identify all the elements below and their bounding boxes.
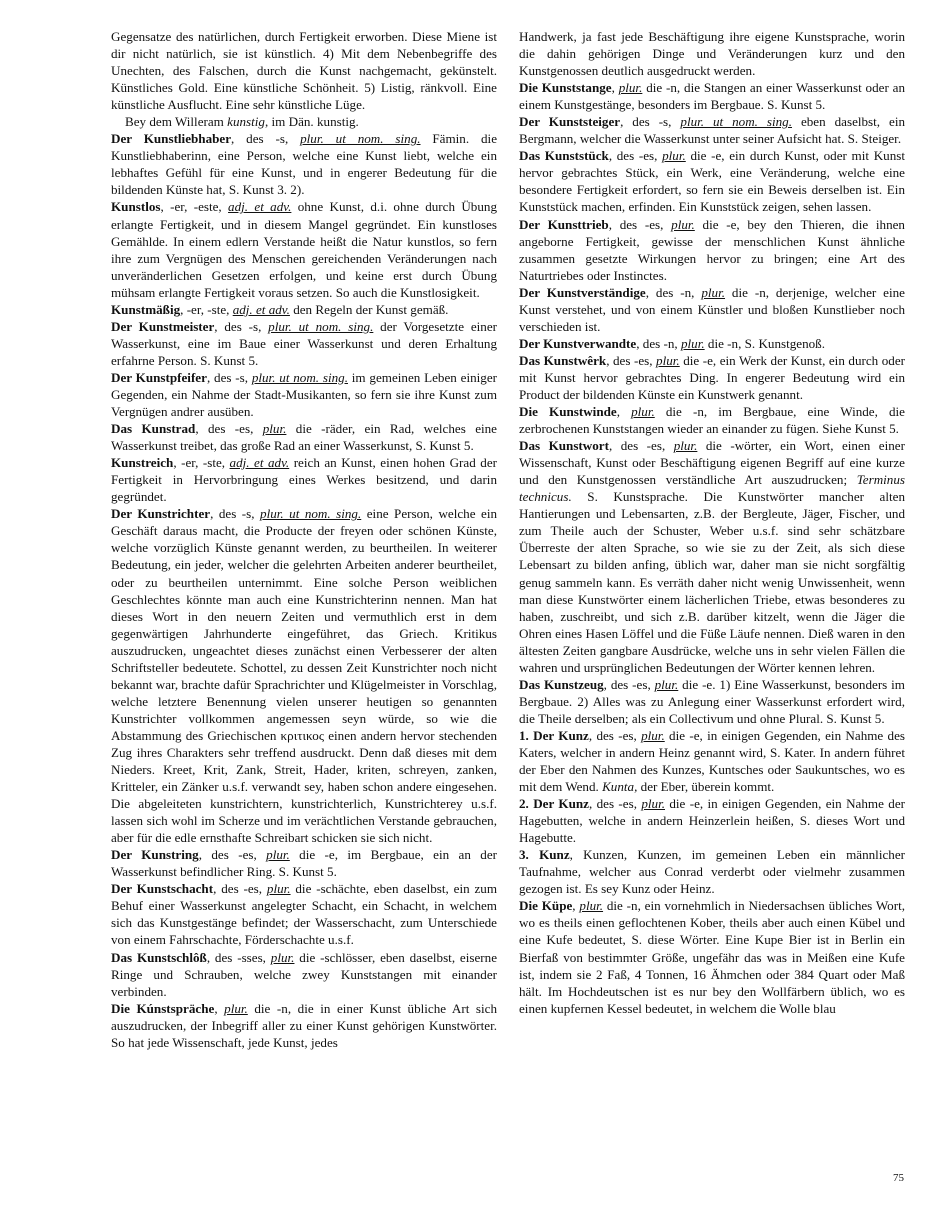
entry-text: reich an Kunst, einen hohen Grad der Fertigkeit in Hervorbringung eines Werkes besitzend, und darin gegründet.: [111, 455, 497, 505]
entry-text: eben daselbst, ein Bergmann, welcher die Wasserkunst unter seiner Aufsicht hat. S. Steiger.: [519, 114, 905, 147]
dictionary-entry: [519, 79, 905, 113]
grammar-note: plur.: [680, 335, 705, 351]
grammar-note: plur.: [654, 676, 679, 692]
dictionary-entry: [111, 454, 497, 505]
dictionary-entry: [111, 113, 497, 130]
headword: Die Kunststange: [519, 80, 612, 96]
headword: Der Kunstverwandte: [519, 335, 637, 351]
entry-text: , des -es,: [588, 796, 642, 812]
entry-text: ohne Kunst, d.i. ohne durch Übung erlangte Fertigkeit, und in diesem Mangel gegründet. Ein kunstloses Gemählde. In einem edlern Verstande heißt die Natur kunstlos, so fern ihre zum Vergnügen des Menschen gereichenden Veränderungen nach unveränderlichen Gesetzen erfolgen, und keine erst durch Übung mühsam erlangte Fertigkeit voraus setzen. So auch die Kunstlosigkeit.: [111, 199, 497, 300]
dictionary-entry: [519, 846, 905, 897]
headword: Die Küpe: [519, 898, 573, 914]
entry-text: die -schächte, eben daselbst, ein zum Behuf einer Wasserkunst angelegter Schacht, ein Schacht, in welchem sich das Kunstgestänge befindet; der Wasserschacht, zum Unterschiede von einem Fahrschachte, Förderschachte u.s.f.: [111, 881, 497, 948]
dictionary-entry: [519, 403, 905, 437]
grammar-note: plur. ut nom. sing.: [680, 114, 792, 130]
entry-text: den Regeln der Kunst gemäß.: [289, 301, 449, 317]
grammar-note: plur.: [671, 216, 695, 232]
dictionary-entry: [111, 1000, 497, 1051]
entry-text: , des -es,: [608, 148, 663, 164]
grammar-note: plur.: [662, 148, 686, 164]
entry-text: , des -es,: [213, 881, 267, 897]
entry-text: , des -s,: [214, 318, 269, 334]
entry-text: , des -s,: [210, 506, 261, 522]
entry-text: , des -es,: [588, 727, 642, 743]
entry-text: die -e, in einigen Gegenden, ein Nahme der Hagebutten, welche in andern Heinzerlein heißen, S. dieses Wort und Hagebutte.: [519, 796, 905, 846]
dictionary-entry: [111, 949, 497, 1000]
dictionary-entry: [519, 113, 905, 147]
dictionary-entry: [111, 318, 497, 369]
headword: Das Kunststück: [519, 148, 609, 164]
entry-text: , -er, -ste,: [173, 455, 230, 471]
grammar-note: plur.: [656, 352, 680, 368]
headword: Das Kunstschlôß: [111, 949, 207, 965]
entry-text: die -e, in einigen Gegenden, ein Nahme des Katers, welcher in andern Heinz genannt wird, S. Kater. In andern führet der Eber den Nahmen des Kunzes, Kuntsches oder Saukuntsches, wo es mit dem Wend.: [519, 727, 905, 795]
headword: Der Kunstpfeifer: [111, 369, 207, 385]
headword: Kunstreich: [111, 455, 174, 471]
left-column: [111, 28, 497, 1200]
headword: Kunstlos: [111, 199, 161, 215]
entry-text: , des -s,: [620, 114, 681, 130]
grammar-note: plur.: [618, 80, 643, 96]
dictionary-entry: [519, 335, 905, 352]
page-number: 75: [893, 1172, 904, 1184]
grammar-note: plur.: [262, 421, 287, 437]
headword: Der Kunstrichter: [111, 506, 211, 522]
entry-text: im gemeinen Leben einiger Gegenden, ein Nahme der Stadt-Musikanten, so fern sie ihre Kunst zum Vergnügen andrer ausüben.: [111, 369, 497, 420]
entry-text: die -schlösser, eben daselbst, eiserne Ringe und Schrauben, welche zwey Kunststangen mit einander verbinden.: [111, 949, 497, 999]
headword: Das Kunstwêrk: [519, 352, 607, 368]
entry-text: die -n, die in einer Kunst übliche Art sich auszudrucken, der Inbegriff aller zu einer Kunst gehörigen Kunstwörter. So hat jede Wissenschaft, jede Kunst, jedes: [111, 1000, 497, 1050]
grammar-note: adj. et adv.: [232, 301, 290, 317]
italic-term: kunstig: [227, 114, 265, 130]
entry-text: , des -s,: [206, 369, 252, 385]
italic-term: Kunta,: [602, 779, 638, 795]
grammar-note: plur.: [641, 727, 665, 743]
entry-text: die -e, im Bergbaue, ein an der Wasserkunst befindlicher Ring. S. Kunst 5.: [111, 847, 497, 880]
entry-text: der Vorgesetzte einer Wasserkunst, eine im Baue einer Wasserkunst und deren Erhaltung erfahrne Person. S. Kunst 5.: [111, 318, 497, 368]
dictionary-entry: [519, 284, 905, 335]
entry-text: , des -sses,: [206, 949, 271, 965]
headword: 1. Der Kunz: [519, 727, 589, 743]
entry-text: S. Kunstsprache. Die Kunstwörter mancher alten Hantierungen und Lebensarten, z.B. der Bergleute, Jäger, Fischer, und zum Theile auch der Schuster, Weber u.s.f. sind sehr schätzbare Überreste der alten Sprache, so wie sie zu der Zeit, als sich diese Lebensart zu bilden anfing, üblich war, daher man sie nicht sorgfältig genug sammeln kann. Es verräth daher nicht wenig Unwissenheit, wenn man diese Kunstwörter einem lächerlichen Triebe, etwas besonderes zu haben, zuschreibt, und sich z.B. darüber kitzelt, wenn die Jäger die Ohren eines Hasen Löffel und die Füße Läufe nennen. Dieß waren in den ältesten Zeiten gangbare Ausdrücke, welche uns in sehr vielen Fällen die wahren und ursprünglichen Bedeutungen der Wörter kennen lehren.: [519, 489, 905, 675]
right-column: [519, 28, 905, 1183]
italic-term: Terminus technicus.: [519, 472, 905, 505]
entry-text: die -e. 1) Eine Wasserkunst, besonders im Bergbaue. 2) Alles was zu Anlegung einer Wasserkunst erfordert wird, die Theile derselben; als ein Collectivum und ohne Plural. S. Kunst 5.: [519, 676, 905, 726]
headword: Das Kunstzeug: [519, 676, 604, 692]
entry-text: , des -s,: [231, 131, 301, 147]
dictionary-entry: [111, 130, 497, 198]
grammar-note: plur.: [673, 438, 698, 454]
entry-text: die -n, ein vornehmlich in Niedersachsen übliches Wort, wo es theils einen geflochtenen Kober, theils aber auch einen Kübel und eine Kufe bedeutet, S. diese Wörter. Eine Kupe Bier ist in Berlin ein Bierfaß von bestimmter Größe, ungefähr das was in Meißen eine Kufe ist, indem sie 2 Faß, 4 Tonnen, 16 Ähmchen oder 384 Quart oder Maß hält. Im Hochdeutschen ist es nur bey den Wollfärbern üblich, wo es einen kupfernen Kessel bedeutet, in welchem die Wolle blau: [519, 898, 905, 1016]
dictionary-entry: [111, 505, 497, 846]
entry-text: , des -es,: [606, 352, 657, 368]
grammar-note: plur.: [631, 404, 655, 420]
dictionary-entry: [111, 369, 497, 420]
headword: Das Kunstwort: [519, 438, 609, 454]
entry-text: Bey dem Willeram: [125, 114, 228, 130]
headword: Der Kunsttrieb: [519, 216, 609, 232]
grammar-note: plur. ut nom. sing.: [268, 318, 374, 334]
entry-text: , des -n,: [645, 284, 702, 300]
headword: Der Kunststeiger: [519, 114, 621, 130]
entry-text: ,: [214, 1000, 225, 1016]
entry-text: die -wörter, ein Wort, einen einer Wissenschaft, Kunst oder Beschäftigung eigenen Begriff auf eine kurze und den Kunstgenossen verständliche Art auszudrucken;: [519, 438, 905, 488]
headword: Der Kunstliebhaber: [111, 131, 232, 147]
entry-text: die -n, derjenige, welcher eine Kunst verstehet, und von einem Künstler und bloßen Kunstlieber noch verschieden ist.: [519, 284, 905, 334]
dictionary-entry: [519, 147, 905, 215]
entry-text: der Eber, überein kommt.: [637, 779, 775, 795]
grammar-note: plur.: [266, 847, 290, 863]
grammar-note: adj. et adv.: [229, 455, 290, 471]
entry-text: , -er, -este,: [160, 199, 229, 215]
grammar-note: plur.: [701, 284, 726, 300]
entry-text: Fämin. die Kunstliebhaberinn, eine Person, welche eine Kunst liebt, welche ein lebhaftes Gefühl für eine Kunst, und in engerer Bedeutung für die bildenden Künste hat, S. Kunst 3. 2).: [111, 131, 497, 198]
headword: Der Kunstschacht: [111, 881, 214, 897]
entry-text: die -e, ein Werk der Kunst, ein durch oder mit Kunst hervor gebrachtes Ding. In engerer Bedeutung wird ein Product der bildenden Künste ein Kunstwerk genannt.: [519, 352, 905, 402]
grammar-note: plur.: [270, 949, 295, 965]
entry-text: , des -es,: [198, 847, 267, 863]
headword: 3. Kunz: [519, 847, 570, 863]
headword: Die Kúnstspräche: [111, 1000, 215, 1016]
grammar-note: plur. ut nom. sing.: [260, 506, 362, 522]
dictionary-entry: [111, 198, 497, 300]
dictionary-entry: [111, 420, 497, 454]
grammar-note: plur.: [266, 881, 291, 897]
grammar-note: plur. ut nom. sing.: [300, 131, 421, 147]
grammar-note: plur.: [579, 898, 604, 914]
headword: Der Kunstverständige: [519, 284, 646, 300]
entry-text: die -e, bey den Thieren, die ihnen angeborne Fertigkeit, gewisse der menschlichen Kunst ähnliche zusammen gesetzte Wirkungen hervor zu bringen; eine Art des Naturtriebes oder Instinctes.: [519, 216, 905, 283]
entry-text: ,: [572, 898, 580, 914]
dictionary-entry: [111, 28, 497, 113]
dictionary-entry: [519, 28, 905, 79]
headword: Der Kunstmeister: [111, 318, 215, 334]
grammar-note: plur.: [224, 1000, 248, 1016]
dictionary-entry: [111, 301, 497, 318]
dictionary-entry: [519, 897, 905, 1016]
entry-text: , des -n,: [636, 335, 681, 351]
dictionary-entry: [519, 727, 905, 795]
entry-text: , des -es,: [195, 421, 263, 437]
dictionary-entry: [519, 795, 905, 846]
entry-text: , im Dän. kunstig.: [264, 114, 359, 130]
entry-text: ,: [616, 404, 632, 420]
grammar-note: adj. et adv.: [228, 199, 292, 215]
entry-text: ,: [611, 80, 619, 96]
entry-text: , des -es,: [608, 438, 674, 454]
entry-text: die -n, S. Kunstgenoß.: [704, 335, 826, 351]
dictionary-entry: [519, 216, 905, 284]
headword: Der Kunstring: [111, 847, 199, 863]
headword: Kunstmäßig: [111, 301, 181, 317]
entry-text: Gegensatze des natürlichen, durch Fertigkeit erworben. Diese Miene ist dir nicht natürlich, sie ist künstlich. 4) Mit dem Nebenbegriffe des Unechten, des Falschen, durch die Kunst nachgemacht, gekünstelt. Künstliches Gold. Eine künstliche Schönheit. 5) Listig, ränkvoll. Eine künstliche Ausflucht. Eine sehr künstliche Lüge.: [111, 29, 497, 113]
entry-text: die -e, ein durch Kunst, oder mit Kunst hervor gebrachtes Stück, ein Werk, eine Veränderung, welche eine besondere Fertigkeit erfordert, so fern sie ein Beweis derselben ist. Ein Kunststück machen, erfinden. Ein Kunststück zeigen, sehen lassen.: [519, 148, 905, 215]
entry-text: die -räder, ein Rad, welches eine Wasserkunst treibet, das große Rad an einer Wasserkunst, S. Kunst 5.: [111, 421, 497, 454]
headword: 2. Der Kunz: [519, 796, 589, 812]
headword: Die Kunstwinde: [519, 404, 617, 420]
dictionary-entry: [519, 352, 905, 403]
dictionary-entry: [519, 437, 905, 676]
headword: Das Kunstrad: [111, 421, 196, 437]
entry-text: Handwerk, ja fast jede Beschäftigung ihre eigene Kunstsprache, worin die dahin gehörigen Dinge und Veränderungen kurz und den Kunstgenossen deutlich ausgedruckt werden.: [519, 29, 905, 79]
entry-text: , -er, -ste,: [180, 301, 233, 317]
entry-text: eine Person, welche ein Geschäft daraus macht, die Producte der freyen oder schönen Künste, welche vorzüglich Künste genannt werden, zu beurtheilen. In weiterer Bedeutung, ein jeder, welcher die gelehrten Arbeiten anderer beurtheilet, oder zu beurtheilen unternimmt. Eine solche Person weiblichen Geschlechtes könnte man auch eine Kunstrichterinn nennen. Man hat dieses Wort in den neuern Zeiten und vermuthlich erst in dem gegenwärtigen Jahrhunderte eingeführet, das Griech. Kritikus auszudrucken, ungeachtet dieses zunächst einen Verbesserer der alten Schriftsteller bedeutete. Schottel, zu dessen Zeit Kunstrichter noch nicht bekannt war, brachte dafür Sprachrichter und Klügelmeister in Vorschlag, welche letztere Benennung vielen unserer heutigen so genannten Kunstrichter vollkommen angemessen seyn würde, so wie die Abstammung des Griechischen κριτικος einen andern hervor stechenden Zug ihres Charakters sehr treffend ausdruckt. Denn daß dieses mit dem Nieders. Kreet, Krit, Zank, Streit, Hader, kriten, schreyen, zanken, Kritteler, ein Zänker u.s.f. verwandt sey, haben schon andere eingesehen. Die abgeleiteten kunstrichtern, kunstrichterlich, Kunstrichterey u.s.f. lassen sich wohl im Scherze und im verächtlichen Verstande gebrauchen, aber für die edle ernsthafte Schreibart schicken sie sich nicht.: [111, 506, 497, 846]
grammar-note: plur.: [641, 796, 665, 812]
dictionary-entry: [111, 880, 497, 948]
dictionary-entry: [519, 676, 905, 727]
dictionary-entry: [111, 846, 497, 880]
entry-text: die -n, die Stangen an einer Wasserkunst oder an einem Kunstgestänge, besonders im Bergbaue. S. Kunst 5.: [519, 80, 905, 113]
entry-text: , Kunzen, Kunzen, im gemeinen Leben ein männlicher Taufnahme, welcher aus Conrad verderbt oder vielmehr zusammen gezogen ist. Es sey Kunz oder Heinz.: [519, 847, 905, 897]
grammar-note: plur. ut nom. sing.: [251, 369, 348, 385]
entry-text: die -n, im Bergbaue, eine Winde, die zerbrochenen Kunststangen wieder an einander zu fügen. Siehe Kunst 5.: [519, 404, 905, 437]
entry-text: , des -es,: [608, 216, 672, 232]
entry-text: , des -es,: [603, 676, 655, 692]
